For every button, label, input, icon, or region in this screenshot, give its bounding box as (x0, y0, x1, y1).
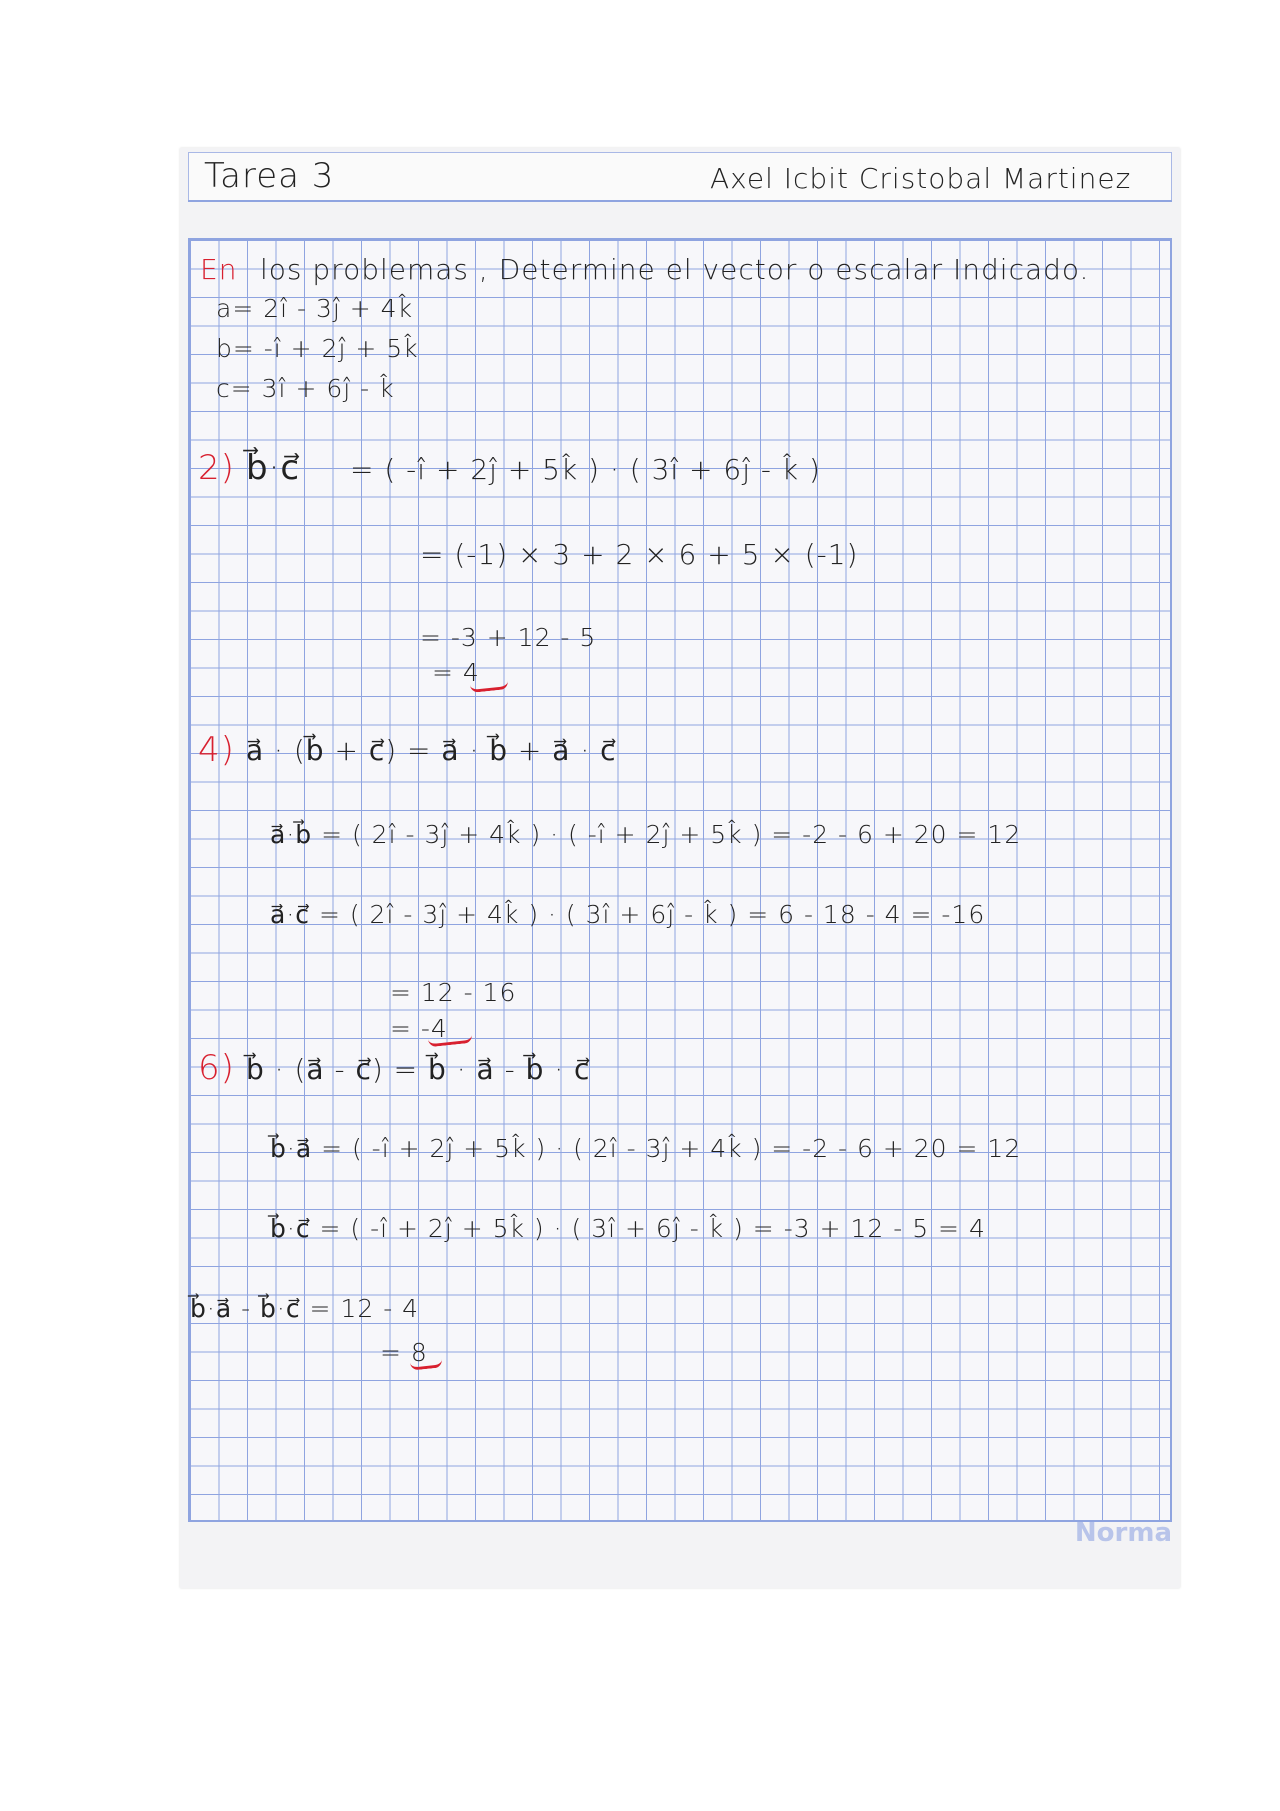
brand-logo: Norma (1074, 1518, 1172, 1548)
notebook-page (180, 148, 1180, 1588)
problem-4-line-2: a⃗·c⃗ = ( 2î - 3ĵ + 4k̂ ) · ( 3î + 6ĵ - k̂ ) = 6 - 18 - 4 = -16 (270, 900, 986, 929)
problem-2-expression: b⃗·c⃗ (246, 448, 301, 488)
problem-4-result: = -4 (390, 1014, 448, 1043)
problem-4-line-1: a⃗·b⃗ = ( 2î - 3ĵ + 4k̂ ) · ( -î + 2ĵ + 5k̂ ) = -2 - 6 + 20 = 12 (270, 820, 1022, 849)
problem-2-line-1: = ( -î + 2ĵ + 5k̂ ) · ( 3î + 6ĵ - k̂ ) (350, 453, 821, 486)
problem-6-expression: b⃗ · (a⃗ - c⃗) = b⃗ · a⃗ - b⃗ · c⃗ (246, 1053, 591, 1086)
problem-4-line-3: = 12 - 16 (390, 978, 517, 1007)
problem-2-number: 2) (198, 448, 235, 488)
author-name: Axel Icbit Cristobal Martinez (710, 162, 1132, 195)
problem-6-line-2: b⃗·c⃗ = ( -î + 2ĵ + 5k̂ ) · ( 3î + 6ĵ - k̂ ) = -3 + 12 - 5 = 4 (270, 1214, 986, 1243)
problem-6-number: 6) (198, 1048, 235, 1088)
definition-b: b= -î + 2ĵ + 5k̂ (216, 334, 419, 363)
header-divider (188, 200, 1172, 202)
problem-6-line-1: b⃗·a⃗ = ( -î + 2ĵ + 5k̂ ) · ( 2î - 3ĵ + 4k̂ ) = -2 - 6 + 20 = 12 (270, 1134, 1022, 1163)
definition-a: a= 2î - 3ĵ + 4k̂ (216, 294, 414, 323)
problem-6-line-3: b⃗·a⃗ - b⃗·c⃗ = 12 - 4 (190, 1294, 420, 1323)
intro-instruction: los problemas , Determine el vector o escalar Indicado. (260, 253, 1090, 286)
problem-2-line-3: = -3 + 12 - 5 (420, 623, 597, 652)
definition-c: c= 3î + 6ĵ - k̂ (216, 374, 395, 403)
problem-4-expression: a⃗ · (b⃗ + c⃗) = a⃗ · b⃗ + a⃗ · c⃗ (246, 734, 617, 767)
problem-6-result: = 8 (380, 1338, 428, 1367)
problem-2-result: = 4 (432, 658, 480, 687)
page-title: Tarea 3 (204, 156, 335, 196)
problem-4-number: 4) (198, 730, 235, 770)
problem-2-line-2: = (-1) × 3 + 2 × 6 + 5 × (-1) (420, 538, 859, 571)
intro-prefix: En (200, 253, 238, 286)
grid-area (188, 238, 1172, 1522)
